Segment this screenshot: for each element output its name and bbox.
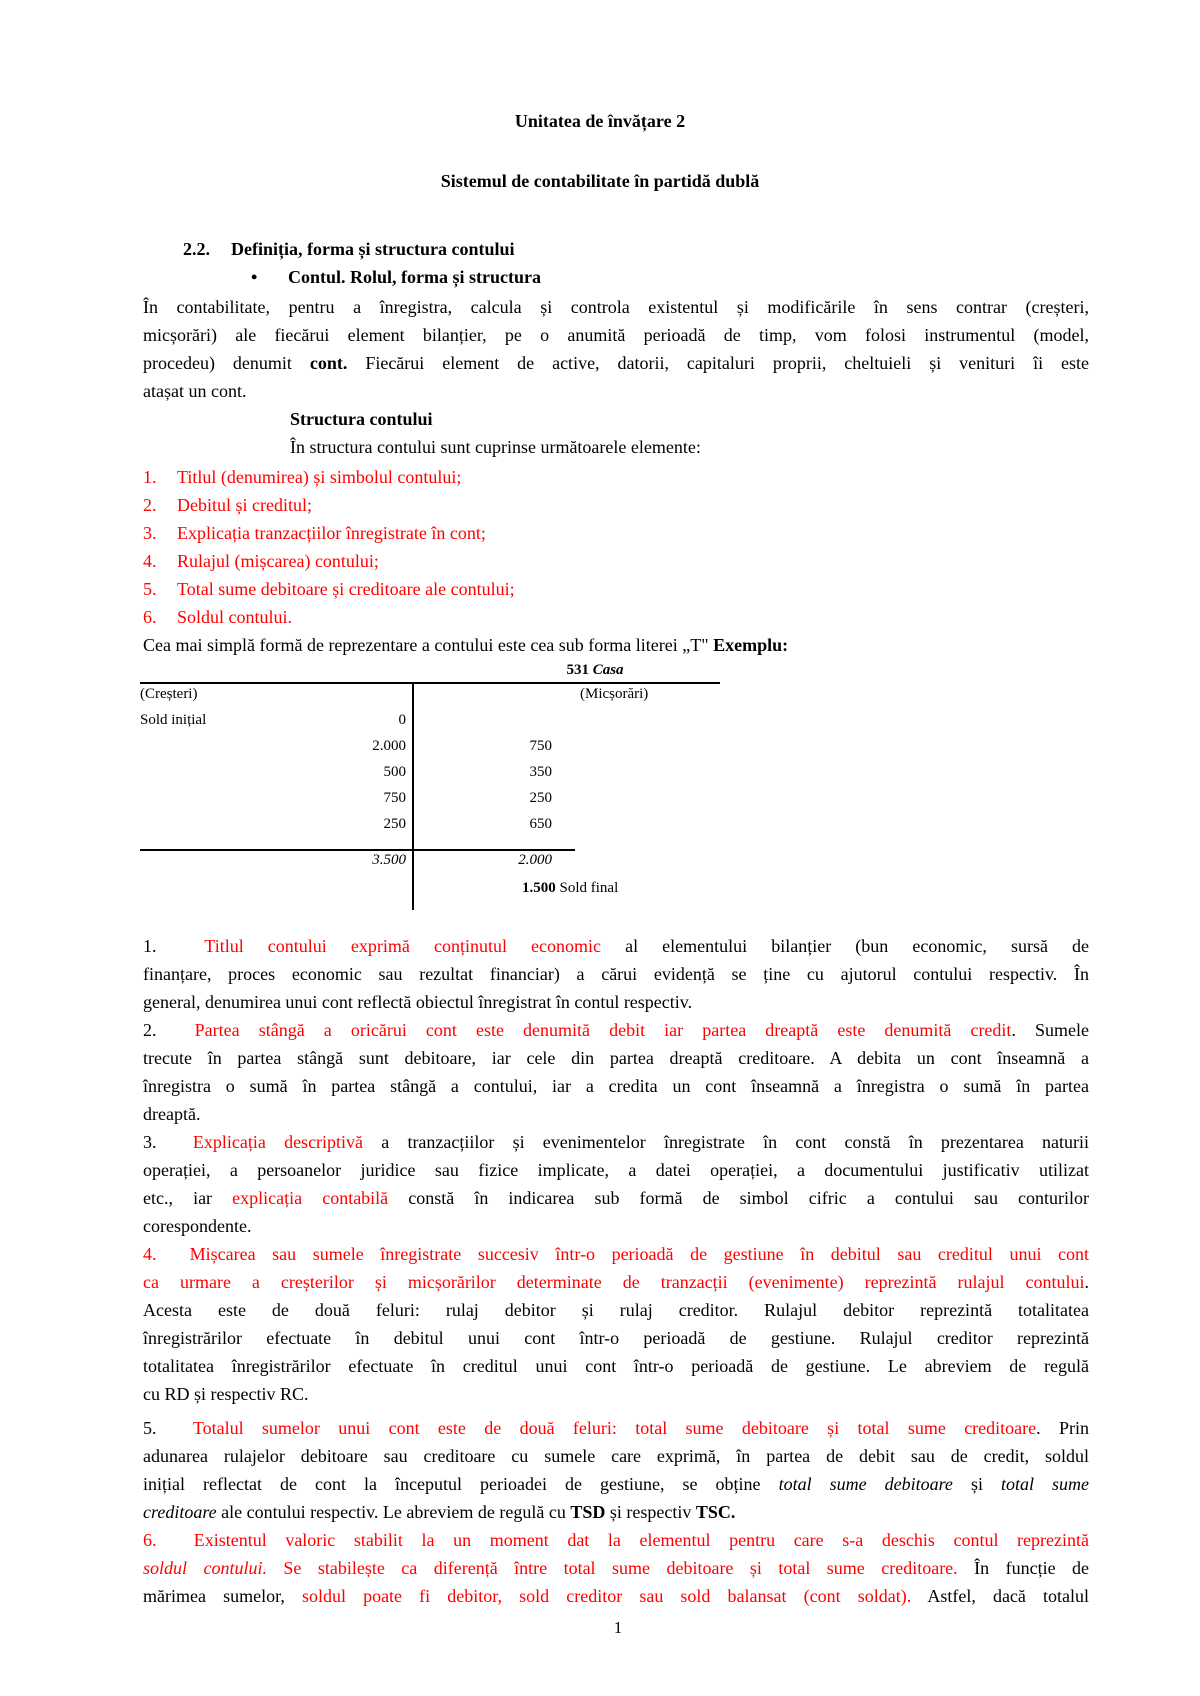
debit-entry: 2.000 xyxy=(372,738,406,754)
initial-balance-label: Sold inițial xyxy=(140,712,207,728)
explanation-6-line-1: 6. Existentul valoric stabilit la un moment dat la elementul pentru care s-a deschis contul reprezintă xyxy=(143,1530,1089,1550)
credit-entry: 250 xyxy=(529,790,552,806)
t-account-top-rule xyxy=(140,682,720,684)
section-title: Definiția, forma și structura contului xyxy=(231,239,515,259)
final-balance xyxy=(522,880,618,897)
credit-entry: 750 xyxy=(529,738,552,754)
list-item: 2. Debitul și creditul; xyxy=(143,495,312,515)
structure-heading: Structura contului xyxy=(290,409,433,429)
explanation-2-line-4: dreaptă. xyxy=(143,1104,201,1124)
credit-header: (Micșorări) xyxy=(580,686,649,702)
total-credit: 2.000 xyxy=(518,852,552,868)
list-item: 5. Total sume debitoare și creditoare ale contului; xyxy=(143,579,515,599)
section-heading xyxy=(183,239,514,260)
explanation-4-line-5: totalitatea înregistrărilor efectuate în creditul unui cont într-o perioadă de gestiune. Le abreviem de regulă xyxy=(143,1356,1089,1376)
structure-list xyxy=(143,463,515,631)
final-balance-value: 1.500 xyxy=(522,880,556,896)
explanation-4-line-4: înregistrărilor efectuate în debitul unui cont într-o perioadă de gestiune. Rulajul creditor reprezintă xyxy=(143,1328,1089,1348)
explanation-5-line-2: adunarea rulajelor debitoare sau creditoare cu sumele care exprimă, în partea de debit sau de credit, soldul xyxy=(143,1446,1089,1466)
final-balance-label: Sold final xyxy=(559,880,619,896)
intro-line-2: micșorări) ale fiecărui element bilanțier, pe o anumită perioadă de timp, vom folosi instrumentul (model, xyxy=(143,325,1089,345)
explanation-2-line-3: înregistra o sumă în partea stângă a contului, iar a credita un cont înseamnă a înregistra o sumă în partea xyxy=(143,1076,1089,1096)
explanation-6-line-2: soldul contului. Se stabilește ca diferență între total sume debitoare și total sume creditoare. În funcție de xyxy=(143,1558,1090,1578)
intro-line-1: În contabilitate, pentru a înregistra, calcula și controla existentul și modificările în sens contrar (creșteri, xyxy=(143,297,1089,317)
form-sentence: Cea mai simplă formă de reprezentare a contului este cea sub forma literei „T" Exemplu: xyxy=(143,635,789,655)
chapter-title: Sistemul de contabilitate în partidă dublă xyxy=(440,171,760,191)
initial-balance-value: 0 xyxy=(398,712,406,728)
explanation-6-line-3: mărimea sumelor, soldul poate fi debitor, sold creditor sau sold balansat (cont soldat). Astfel, dacă totalul xyxy=(143,1586,1090,1606)
list-item: 6. Soldul contului. xyxy=(143,607,293,627)
intro-line-3 xyxy=(143,349,1089,377)
credit-entry: 350 xyxy=(529,764,552,780)
t-account-total-rule xyxy=(140,849,575,851)
explanation-4-line-2: ca urmare a creșterilor și micșorărilor determinate de tranzacții (evenimente) reprezintă rulajul contului. xyxy=(143,1272,1089,1292)
t-account-title xyxy=(520,662,670,679)
debit-entry: 250 xyxy=(383,816,406,832)
list-item: 3. Explicația tranzacțiilor înregistrate în cont; xyxy=(143,523,486,543)
explanation-1-line-3: general, denumirea unui cont reflectă obiectul înregistrat în contul respectiv. xyxy=(143,992,693,1012)
structure-lead: În structura contului sunt cuprinse următoarele elemente: xyxy=(290,437,701,457)
explanation-3-line-3: etc., iar explicația contabilă constă în indicarea sub formă de simbol cifric a contului sau conturilor xyxy=(143,1188,1090,1208)
example-label: Exemplu: xyxy=(713,635,789,655)
explanation-4-line-3: Acesta este de două feluri: rulaj debitor și rulaj creditor. Rulajul debitor reprezintă totalitatea xyxy=(143,1300,1089,1320)
unit-title: Unitatea de învățare 2 xyxy=(514,111,686,131)
explanation-3-line-2: operației, a persoanelor juridice sau fizice implicate, a datei operației, a documentului justificativ utilizat xyxy=(143,1160,1089,1180)
list-item: 1. Titlul (denumirea) și simbolul contului; xyxy=(143,467,462,487)
total-debit: 3.500 xyxy=(372,852,406,868)
subsection-title: Contul. Rolul, forma și structura xyxy=(288,267,541,287)
explanation-4-line-1: 4. Mișcarea sau sumele înregistrate succesiv într-o perioadă de gestiune în debitul sau creditul unui cont xyxy=(143,1244,1090,1264)
t-account-divider xyxy=(412,682,414,910)
cont-term: cont. xyxy=(309,353,348,373)
intro-text: Fiecărui element de active, datorii, capitaluri proprii, cheltuieli și venituri îi este xyxy=(365,353,1090,373)
intro-text: procedeu) denumit xyxy=(143,353,292,373)
section-number: 2.2. xyxy=(183,239,210,259)
page-number: 1 xyxy=(613,1618,623,1637)
intro-line-4: atașat un cont. xyxy=(143,381,247,401)
credit-entry: 650 xyxy=(529,816,552,832)
explanation-2-line-2: trecute în partea stângă sunt debitoare, iar cele din partea dreaptă creditoare. A debita un cont înseamnă a xyxy=(143,1048,1089,1068)
explanation-2-line-1: 2. Partea stângă a oricărui cont este denumită debit iar partea dreaptă este denumită credit. Sumele xyxy=(143,1020,1090,1040)
t-account xyxy=(140,662,720,922)
bullet-icon: • xyxy=(251,267,258,287)
explanation-3-line-1: 3. Explicația descriptivă a tranzacțiilor și evenimentelor înregistrate în cont constă în prezentarea naturii xyxy=(143,1132,1090,1152)
subsection-heading xyxy=(251,267,541,288)
account-name: Casa xyxy=(592,662,624,678)
debit-entry: 750 xyxy=(383,790,406,806)
explanation-1-line-1: 1. Titlul contului exprimă conținutul economic al elementului bilanțier (bun economic, sursă de xyxy=(143,936,1090,956)
debit-header: (Creșteri) xyxy=(140,686,198,702)
explanation-5-line-3: inițial reflectat de cont la începutul perioadei de gestiune, se obține total sume debitoare și total sume xyxy=(143,1474,1090,1494)
explanation-3-line-4: corespondente. xyxy=(143,1216,252,1236)
explanation-4-line-6: cu RD și respectiv RC. xyxy=(143,1384,309,1404)
account-code: 531 xyxy=(566,662,589,678)
explanation-5-line-4: creditoare ale contului respectiv. Le abreviem de regulă cu TSD și respectiv TSC. xyxy=(143,1502,736,1522)
list-item: 4. Rulajul (mișcarea) contului; xyxy=(143,551,379,571)
explanation-1-line-2: finanțare, proces economic sau rezultat financiar) a cărui evidență se ține cu ajutorul contului respectiv. În xyxy=(143,964,1089,984)
explanation-5-line-1: 5. Totalul sumelor unui cont este de două feluri: total sume debitoare și total sume creditoare. Prin xyxy=(143,1418,1090,1438)
debit-entry: 500 xyxy=(383,764,406,780)
